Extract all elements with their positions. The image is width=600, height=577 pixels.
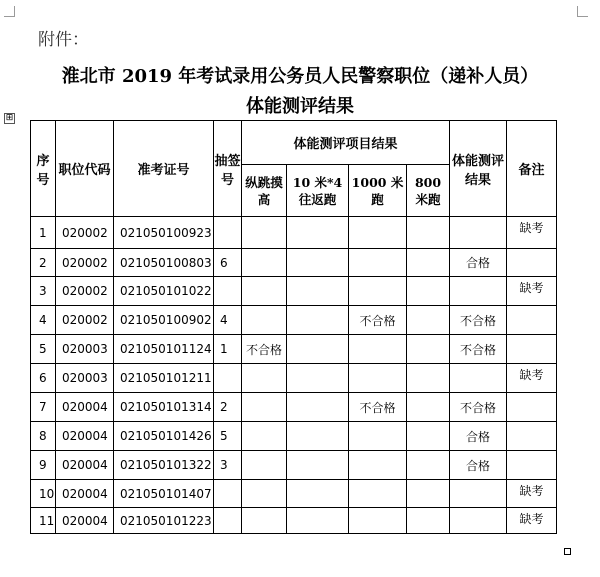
row-lot: 1 <box>214 335 242 364</box>
row-shuttle <box>287 364 349 393</box>
row-shuttle <box>287 480 349 508</box>
row-remark: 缺考 <box>507 508 557 534</box>
row-jump <box>242 249 287 277</box>
row-run800 <box>407 249 450 277</box>
row-ticket: 021050101407 <box>114 480 214 508</box>
row-lot <box>214 480 242 508</box>
header-shuttle: 10 米*4往返跑 <box>287 165 349 217</box>
header-jump: 纵跳摸高 <box>242 165 287 217</box>
row-result: 不合格 <box>450 306 507 335</box>
row-run1000: 不合格 <box>349 393 407 422</box>
row-ticket: 021050100923 <box>114 217 214 249</box>
row-result: 合格 <box>450 422 507 451</box>
row-lot <box>214 364 242 393</box>
row-seq: 1 <box>31 217 56 249</box>
row-remark: 缺考 <box>507 277 557 306</box>
row-shuttle <box>287 217 349 249</box>
row-seq: 11 <box>31 508 56 534</box>
row-jump <box>242 451 287 480</box>
table-row <box>31 393 557 422</box>
row-run800 <box>407 480 450 508</box>
row-remark <box>507 249 557 277</box>
row-result <box>450 277 507 306</box>
row-ticket: 021050101124 <box>114 335 214 364</box>
row-jump <box>242 277 287 306</box>
row-result: 不合格 <box>450 335 507 364</box>
row-lot: 2 <box>214 393 242 422</box>
header-run800: 800 米跑 <box>407 165 450 217</box>
row-jump <box>242 480 287 508</box>
table-row <box>31 451 557 480</box>
row-lot: 5 <box>214 422 242 451</box>
results-table <box>30 120 557 534</box>
row-ticket: 021050100902 <box>114 306 214 335</box>
table-row <box>31 335 557 364</box>
row-run800 <box>407 277 450 306</box>
table-move-handle-icon[interactable]: ⊞ <box>5 113 14 123</box>
row-job-code: 020002 <box>56 277 114 306</box>
row-remark <box>507 393 557 422</box>
row-shuttle <box>287 277 349 306</box>
row-shuttle <box>287 451 349 480</box>
row-shuttle <box>287 335 349 364</box>
row-ticket: 021050101322 <box>114 451 214 480</box>
row-lot <box>214 277 242 306</box>
row-remark <box>507 422 557 451</box>
row-run800 <box>407 335 450 364</box>
table-row <box>31 422 557 451</box>
row-job-code: 020004 <box>56 393 114 422</box>
row-ticket: 021050101022 <box>114 277 214 306</box>
row-lot <box>214 508 242 534</box>
row-job-code: 020003 <box>56 335 114 364</box>
header-result: 体能测评结果 <box>450 121 507 217</box>
row-lot <box>214 217 242 249</box>
row-shuttle <box>287 249 349 277</box>
row-seq: 3 <box>31 277 56 306</box>
table-row <box>31 364 557 393</box>
row-jump: 不合格 <box>242 335 287 364</box>
row-result <box>450 508 507 534</box>
row-run1000 <box>349 451 407 480</box>
row-run800 <box>407 508 450 534</box>
row-job-code: 020002 <box>56 217 114 249</box>
row-run1000 <box>349 249 407 277</box>
row-jump <box>242 393 287 422</box>
table-row <box>31 480 557 508</box>
row-remark <box>507 335 557 364</box>
row-run1000 <box>349 335 407 364</box>
row-job-code: 020003 <box>56 364 114 393</box>
row-lot: 6 <box>214 249 242 277</box>
document-subtitle: 体能测评结果 <box>246 96 354 117</box>
row-job-code: 020004 <box>56 422 114 451</box>
table-row <box>31 508 557 534</box>
row-result: 合格 <box>450 249 507 277</box>
row-result <box>450 480 507 508</box>
row-job-code: 020004 <box>56 508 114 534</box>
header-ticket: 准考证号 <box>114 121 214 217</box>
row-seq: 7 <box>31 393 56 422</box>
row-ticket: 021050101211 <box>114 364 214 393</box>
row-run800 <box>407 217 450 249</box>
row-seq: 4 <box>31 306 56 335</box>
row-jump <box>242 364 287 393</box>
row-ticket: 021050100803 <box>114 249 214 277</box>
page-corner-mark-right <box>577 6 588 17</box>
row-run1000 <box>349 422 407 451</box>
row-ticket: 021050101223 <box>114 508 214 534</box>
table-row <box>31 249 557 277</box>
row-shuttle <box>287 393 349 422</box>
row-remark: 缺考 <box>507 217 557 249</box>
row-remark: 缺考 <box>507 364 557 393</box>
row-result: 合格 <box>450 451 507 480</box>
row-run1000 <box>349 480 407 508</box>
row-seq: 2 <box>31 249 56 277</box>
row-jump <box>242 508 287 534</box>
row-run1000 <box>349 364 407 393</box>
row-jump <box>242 422 287 451</box>
row-remark: 缺考 <box>507 480 557 508</box>
page-corner-mark-left <box>4 6 15 17</box>
row-remark <box>507 451 557 480</box>
header-items-group: 体能测评项目结果 <box>242 121 450 165</box>
header-job-code: 职位代码 <box>56 121 114 217</box>
row-jump <box>242 306 287 335</box>
row-run1000 <box>349 277 407 306</box>
row-shuttle <box>287 306 349 335</box>
row-run1000 <box>349 217 407 249</box>
row-seq: 6 <box>31 364 56 393</box>
row-run800 <box>407 451 450 480</box>
header-run1000: 1000 米跑 <box>349 165 407 217</box>
row-result: 不合格 <box>450 393 507 422</box>
row-run800 <box>407 393 450 422</box>
header-remark: 备注 <box>507 121 557 217</box>
document-title: 淮北市 2019 年考试录用公务员人民警察职位（递补人员） <box>61 66 539 87</box>
header-lot: 抽签号 <box>214 121 242 217</box>
row-job-code: 020004 <box>56 451 114 480</box>
table-row <box>31 217 557 249</box>
row-jump <box>242 217 287 249</box>
row-job-code: 020004 <box>56 480 114 508</box>
header-seq: 序号 <box>31 121 56 217</box>
row-run1000: 不合格 <box>349 306 407 335</box>
row-lot: 3 <box>214 451 242 480</box>
row-seq: 5 <box>31 335 56 364</box>
row-seq: 8 <box>31 422 56 451</box>
row-shuttle <box>287 422 349 451</box>
row-lot: 4 <box>214 306 242 335</box>
row-run800 <box>407 364 450 393</box>
row-result <box>450 217 507 249</box>
row-run800 <box>407 422 450 451</box>
table-resize-handle[interactable] <box>564 548 571 555</box>
row-ticket: 021050101314 <box>114 393 214 422</box>
row-run800 <box>407 306 450 335</box>
row-ticket: 021050101426 <box>114 422 214 451</box>
table-row <box>31 306 557 335</box>
attachment-label: 附件： <box>38 30 89 50</box>
row-remark <box>507 306 557 335</box>
row-run1000 <box>349 508 407 534</box>
row-seq: 9 <box>31 451 56 480</box>
row-result <box>450 364 507 393</box>
row-shuttle <box>287 508 349 534</box>
table-row <box>31 277 557 306</box>
row-seq: 10 <box>31 480 56 508</box>
row-job-code: 020002 <box>56 249 114 277</box>
row-job-code: 020002 <box>56 306 114 335</box>
